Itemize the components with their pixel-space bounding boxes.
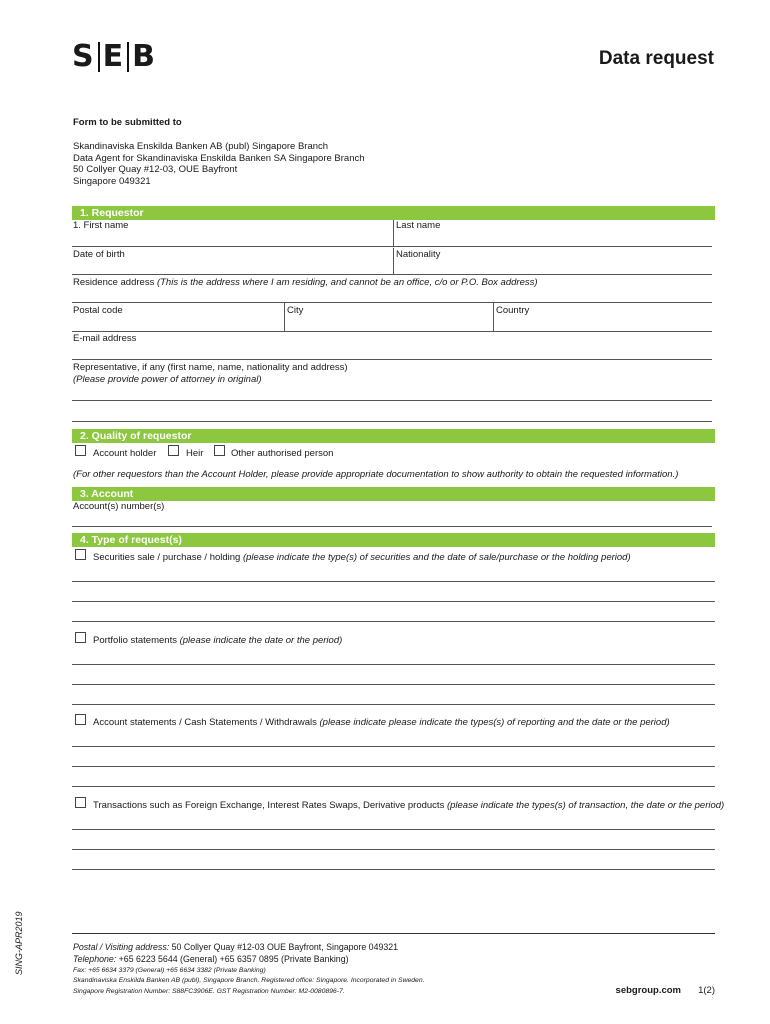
account-statements-checkbox[interactable] [75, 714, 86, 725]
section-quality-header: 2. Quality of requestor [72, 429, 715, 443]
residence-label [73, 277, 538, 288]
transactions-note: (please indicate the types(s) of transaction, the date or the period) [446, 800, 725, 811]
account-statements-note: (please indicate please indicate the types(s) of reporting and the date or the period) [319, 717, 670, 728]
transactions-line[interactable] [72, 829, 715, 830]
field-divider [393, 220, 394, 247]
securities-line[interactable] [72, 601, 715, 602]
field-divider [493, 303, 494, 331]
transactions-checkbox[interactable] [75, 797, 86, 808]
submit-heading: Form to be submitted to [73, 117, 182, 128]
portfolio-note: (please indicate the date or the period) [179, 635, 343, 646]
portfolio-line[interactable] [72, 664, 715, 665]
section-requestor-header: 1. Requestor [72, 206, 715, 220]
residence-note: (This is the address where I am residing, and cannot be an office, c/o or P.O. Box address) [156, 277, 538, 288]
nationality-label: Nationality [396, 249, 441, 260]
website-link[interactable]: sebgroup.com [615, 985, 681, 996]
other-authorised-label: Other authorised person [231, 448, 334, 459]
representative-label: Representative, if any (first name, name, nationality and address) [73, 362, 348, 373]
account-statements-line[interactable] [72, 786, 715, 787]
securities-line[interactable] [72, 581, 715, 582]
submit-address [73, 141, 365, 187]
transactions-label [93, 800, 724, 811]
page-number: 1(2) [698, 985, 715, 996]
email-label: E-mail address [73, 333, 137, 344]
footer-divider [72, 933, 715, 934]
address-line: Data Agent for Skandinaviska Enskilda Banken SA Singapore Branch [73, 152, 365, 164]
transactions-line[interactable] [72, 849, 715, 850]
dob-label: Date of birth [73, 249, 125, 260]
account-statements-label-text: Account statements / Cash Statements / Withdrawals [93, 717, 320, 728]
securities-label [93, 552, 631, 563]
account-statements-label [93, 717, 670, 728]
field-divider [393, 248, 394, 275]
account-holder-label: Account holder [93, 448, 157, 459]
form-code: SING-APR2019 [14, 911, 24, 975]
page-title: Data request [598, 48, 714, 69]
first-name-label: 1. First name [73, 220, 129, 231]
postal-code-label: Postal code [73, 305, 123, 316]
heir-label: Heir [186, 448, 204, 459]
portfolio-label-text: Portfolio statements [93, 635, 180, 646]
footer-fax: Fax: +65 6634 3379 (General) +65 6634 3382 (Private Banking) [73, 967, 266, 974]
dob-field[interactable] [72, 274, 712, 275]
logo-letter-s: S [72, 39, 95, 74]
account-statements-line[interactable] [72, 746, 715, 747]
account-statements-line[interactable] [72, 766, 715, 767]
footer-postal [73, 942, 398, 952]
residence-field[interactable] [72, 302, 712, 303]
section-request-type-header: 4. Type of request(s) [72, 533, 715, 547]
logo-letter-e: E [102, 39, 125, 74]
last-name-label: Last name [396, 220, 441, 231]
address-line: 50 Collyer Quay #12-03, OUE Bayfront [73, 164, 238, 175]
representative-field[interactable] [72, 421, 712, 422]
portfolio-label [93, 635, 342, 646]
telephone-value: +65 6223 5644 (General) +65 6357 0895 (Private Banking) [116, 954, 349, 964]
securities-checkbox[interactable] [75, 549, 86, 560]
representative-field[interactable] [72, 400, 712, 401]
account-number-field[interactable] [72, 526, 712, 527]
section-account-header: 3. Account [72, 487, 715, 501]
seb-logo [72, 39, 156, 74]
email-field[interactable] [72, 359, 712, 360]
account-number-label: Account(s) number(s) [73, 501, 165, 512]
securities-note: (please indicate the type(s) of securities and the date of sale/purchase or the holding period) [242, 552, 631, 563]
transactions-line[interactable] [72, 869, 715, 870]
logo-letter-b: B [132, 39, 156, 74]
footer-legal: Skandinaviska Enskilda Banken AB (publ), Singapore Branch. Registered office: Singapore. Incorporated in Sweden. [73, 977, 425, 984]
logo-divider [98, 42, 100, 72]
country-label: Country [496, 305, 530, 316]
transactions-label-text: Transactions such as Foreign Exchange, Interest Rates Swaps, Derivative products [93, 800, 447, 811]
field-divider [284, 303, 285, 331]
first-name-field[interactable] [72, 246, 712, 247]
footer-telephone [73, 954, 349, 964]
quality-note: (For other requestors than the Account Holder, please provide appropriate documentation to show authority to obtain the requested information.) [73, 469, 679, 480]
postal-field[interactable] [72, 331, 712, 332]
footer-registration: Singapore Registration Number: S88FC3906E. GST Registration Number: M2-0080896-7. [73, 988, 345, 995]
address-line: Singapore 049321 [73, 175, 151, 187]
securities-label-text: Securities sale / purchase / holding [93, 552, 243, 563]
portfolio-line[interactable] [72, 684, 715, 685]
securities-line[interactable] [72, 621, 715, 622]
portfolio-line[interactable] [72, 704, 715, 705]
portfolio-checkbox[interactable] [75, 632, 86, 643]
logo-divider [127, 42, 129, 72]
postal-label: Postal / Visiting address: [73, 942, 170, 952]
residence-label-text: Residence address [73, 277, 157, 288]
address-line: Skandinaviska Enskilda Banken AB (publ) Singapore Branch [73, 141, 329, 152]
representative-note: (Please provide power of attorney in original) [73, 374, 262, 385]
other-authorised-checkbox[interactable] [214, 445, 225, 456]
city-label: City [287, 305, 304, 316]
heir-checkbox[interactable] [168, 445, 179, 456]
account-holder-checkbox[interactable] [75, 445, 86, 456]
postal-value: 50 Collyer Quay #12-03 OUE Bayfront, Singapore 049321 [169, 942, 399, 952]
telephone-label: Telephone: [73, 954, 117, 964]
